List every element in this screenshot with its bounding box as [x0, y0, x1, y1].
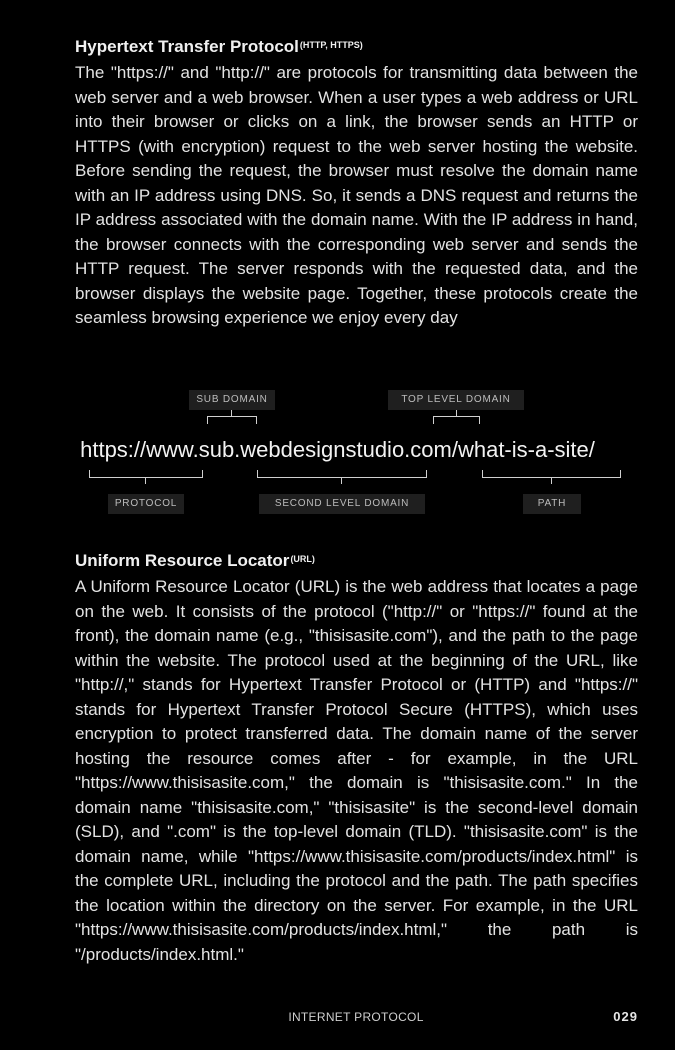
sub-domain-bracket	[207, 416, 257, 424]
protocol-stem	[145, 478, 146, 484]
path-bracket	[482, 470, 621, 478]
page-number: 029	[613, 1009, 638, 1024]
url-paragraph: A Uniform Resource Locator (URL) is the web address that locates a page on the web. It consists of the protocol ("http://" or "https://" found at the front), the domain name (e.g., "thisisasite.com"), and the path to the page within the website. The protocol used at the beginning of the URL, like "http://," stands for Hypertext Transfer Protocol or (HTTP) and "https://" stands for Hypertext Transfer Protocol Secure (HTTPS), which uses encryption to protect transferred data. The domain name of the server hosting the resource comes after - for example, in the URL "https://www.thisisasite.com," the domain is "thisisasite.com." In the domain name "thisisasite.com," "thisisasite" is the second-level domain (SLD), and ".com" is the top-level domain (TLD). "thisisasite.com" is the domain name, while "https://www.thisisasite.com/products/index.html" is the complete URL, including the protocol and the path. The path specifies the location within the directory on the server. For example, in the URL "https://www.thisisasite.com/products/index.html," the path is "/products/index.html."	[75, 577, 638, 964]
path-stem	[551, 478, 552, 484]
url-heading	[75, 550, 638, 572]
path-label: PATH	[523, 494, 581, 514]
top-level-domain-bracket	[433, 416, 480, 424]
url-heading-superscript: (URL)	[290, 554, 315, 564]
http-section	[75, 36, 638, 331]
url-section	[75, 550, 638, 967]
top-level-domain-label: TOP LEVEL DOMAIN	[388, 390, 524, 410]
protocol-bracket	[89, 470, 203, 478]
example-url: https://www.sub.webdesignstudio.com/what-is-a-site/	[80, 437, 595, 462]
second-level-domain-label: SECOND LEVEL DOMAIN	[259, 494, 425, 514]
footer-chapter-title: INTERNET PROTOCOL	[288, 1010, 424, 1024]
sub-domain-label: SUB DOMAIN	[189, 390, 275, 410]
url-anatomy-diagram	[0, 380, 675, 520]
http-paragraph: The "https://" and "http://" are protocols for transmitting data between the web server and a web browser. When a user types a web address or URL into their browser or clicks on a link, the browser sends an HTTP or HTTPS (with encryption) request to the web server hosting the website. Before sending the request, the browser must resolve the domain name with an IP address using DNS. So, it sends a DNS request and returns the IP address associated with the domain name. With the IP address in hand, the browser connects with the corresponding web server and sends the HTTP request. The server responds with the requested data, and the browser displays the website page. Together, these protocols create the seamless browsing experience we enjoy every day	[75, 63, 638, 327]
protocol-label: PROTOCOL	[108, 494, 184, 514]
http-heading	[75, 36, 638, 58]
second-level-domain-bracket	[257, 470, 427, 478]
http-heading-superscript: (HTTP, HTTPS)	[299, 40, 363, 50]
second-level-domain-stem	[341, 478, 342, 484]
http-heading-text: Hypertext Transfer Protocol	[75, 37, 299, 56]
url-heading-text: Uniform Resource Locator	[75, 551, 290, 570]
